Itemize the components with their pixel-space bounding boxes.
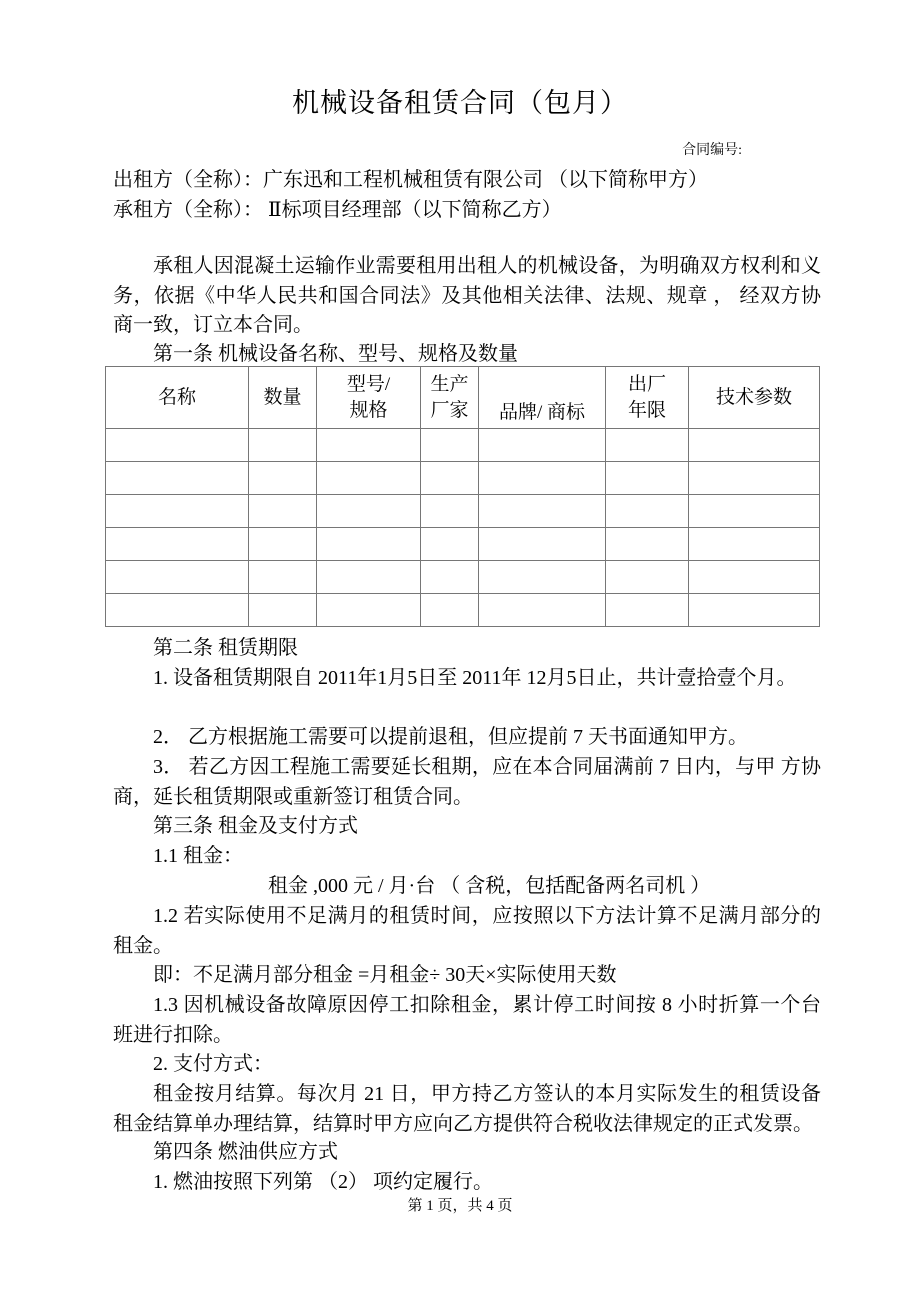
clause-3-heading: 第三条 租金及支付方式 <box>153 815 358 837</box>
lessee-line: 承租方（全称）： Ⅱ标项目经理部（以下简称乙方） <box>113 199 562 221</box>
intro-paragraph: 承租人因混凝土运输作业需要租用出租人的机械设备，为明确双方权利和义务，依据《中华人民共和国合同法》及其他相关法律、法规、规章 ， 经双方协商一致，订立本合同。 <box>113 255 821 336</box>
table-cell[interactable] <box>479 495 606 528</box>
table-row[interactable] <box>106 429 820 462</box>
table-cell[interactable] <box>421 462 479 495</box>
column-header-manufacturer-line1: 生产 <box>430 373 469 395</box>
table-cell[interactable] <box>606 429 689 462</box>
table-cell[interactable] <box>317 429 421 462</box>
table-row[interactable] <box>106 594 820 627</box>
column-header-model <box>317 367 421 429</box>
table-cell[interactable] <box>689 462 820 495</box>
clause-4-heading: 第四条 燃油供应方式 <box>153 1141 338 1163</box>
table-cell[interactable] <box>479 462 606 495</box>
table-cell[interactable] <box>249 462 317 495</box>
table-row[interactable] <box>106 528 820 561</box>
clause-3-item-1-1: 1.1 租金： <box>153 845 243 867</box>
clause-2-heading: 第二条 租赁期限 <box>153 637 298 659</box>
table-cell[interactable] <box>106 495 249 528</box>
table-cell[interactable] <box>479 594 606 627</box>
column-header-name: 名称 <box>106 367 249 429</box>
table-row[interactable] <box>106 495 820 528</box>
table-cell[interactable] <box>606 594 689 627</box>
table-cell[interactable] <box>106 528 249 561</box>
clause-1-heading: 第一条 机械设备名称、型号、规格及数量 <box>153 343 518 365</box>
table-cell[interactable] <box>421 528 479 561</box>
clause-3-item-2: 2. 支付方式： <box>153 1053 273 1075</box>
page-footer: 第 1 页，共 4 页 <box>407 1198 513 1214</box>
table-cell[interactable] <box>317 462 421 495</box>
table-cell[interactable] <box>421 594 479 627</box>
table-cell[interactable] <box>689 561 820 594</box>
table-cell[interactable] <box>249 495 317 528</box>
clause-3-item-1-3: 1.3 因机械设备故障原因停工扣除租金，累计停工时间按 8 小时折算一个台班进行扣除。 <box>113 994 821 1046</box>
table-cell[interactable] <box>317 528 421 561</box>
column-header-quantity: 数量 <box>249 367 317 429</box>
column-header-model-line1: 型号/ <box>346 373 391 395</box>
clause-2-item-1: 1. 设备租赁期限自 2011年1月5日至 2011年 12月5日止，共计壹拾壹个月。 <box>153 667 797 689</box>
column-header-tech-spec: 技术参数 <box>689 367 820 429</box>
column-header-manufacturer-line2: 厂家 <box>430 399 469 421</box>
table-row[interactable] <box>106 561 820 594</box>
table-header-row <box>106 367 820 429</box>
clause-4-item-1: 1. 燃油按照下列第 （2） 项约定履行。 <box>153 1171 493 1193</box>
clause-2-item-2: 2． 乙方根据施工需要可以提前退租，但应提前 7 天书面通知甲方。 <box>153 726 748 748</box>
clause-3-item-1-2: 1.2 若实际使用不足满月的租赁时间，应按照以下方法计算不足满月部分的租金。 <box>113 905 821 957</box>
table-cell[interactable] <box>606 462 689 495</box>
table-cell[interactable] <box>479 528 606 561</box>
table-cell[interactable] <box>317 495 421 528</box>
column-header-year-line2: 年限 <box>627 399 666 421</box>
table-cell[interactable] <box>421 429 479 462</box>
clause-2-item-3: 3． 若乙方因工程施工需要延长租期，应在本合同届满前 7 日内，与甲 方协商，延长租赁期限或重新签订租赁合同。 <box>113 756 821 808</box>
table-cell[interactable] <box>106 561 249 594</box>
table-cell[interactable] <box>106 462 249 495</box>
table-cell[interactable] <box>606 528 689 561</box>
table-cell[interactable] <box>106 429 249 462</box>
payment-detail-paragraph: 租金按月结算。每次月 21 日，甲方持乙方签认的本月实际发生的租赁设备租金结算单办理结算，结算时甲方应向乙方提供符合税收法律规定的正式发票。 <box>113 1083 821 1135</box>
table-cell[interactable] <box>249 561 317 594</box>
column-header-year <box>606 367 689 429</box>
rent-formula-line: 即：不足满月部分租金 =月租金÷ 30天×实际使用天数 <box>153 964 617 986</box>
table-cell[interactable] <box>249 528 317 561</box>
equipment-table <box>105 366 820 627</box>
column-header-manufacturer <box>421 367 479 429</box>
table-cell[interactable] <box>479 429 606 462</box>
table-cell[interactable] <box>689 495 820 528</box>
equipment-table-container <box>105 366 819 627</box>
contract-number-label: 合同编号: <box>682 143 742 158</box>
table-cell[interactable] <box>317 594 421 627</box>
table-cell[interactable] <box>606 561 689 594</box>
table-cell[interactable] <box>249 429 317 462</box>
column-header-brand: 品牌/ 商标 <box>479 367 606 429</box>
table-cell[interactable] <box>421 495 479 528</box>
lessor-line: 出租方（全称）：广东迅和工程机械租赁有限公司 （以下简称甲方） <box>113 169 708 191</box>
table-cell[interactable] <box>689 594 820 627</box>
page-title: 机械设备租赁合同（包月） <box>292 88 628 118</box>
equipment-table-body <box>106 429 820 627</box>
table-cell[interactable] <box>479 561 606 594</box>
table-cell[interactable] <box>106 594 249 627</box>
rent-amount-line: 租金 ,000 元 / 月·台 （ 含税，包括配备两名司机 ） <box>268 875 711 897</box>
table-cell[interactable] <box>689 528 820 561</box>
table-cell[interactable] <box>249 594 317 627</box>
table-row[interactable] <box>106 462 820 495</box>
column-header-year-line1: 出厂 <box>627 373 666 395</box>
table-cell[interactable] <box>689 429 820 462</box>
column-header-model-line2: 规格 <box>349 399 388 421</box>
table-cell[interactable] <box>317 561 421 594</box>
table-cell[interactable] <box>606 495 689 528</box>
table-cell[interactable] <box>421 561 479 594</box>
